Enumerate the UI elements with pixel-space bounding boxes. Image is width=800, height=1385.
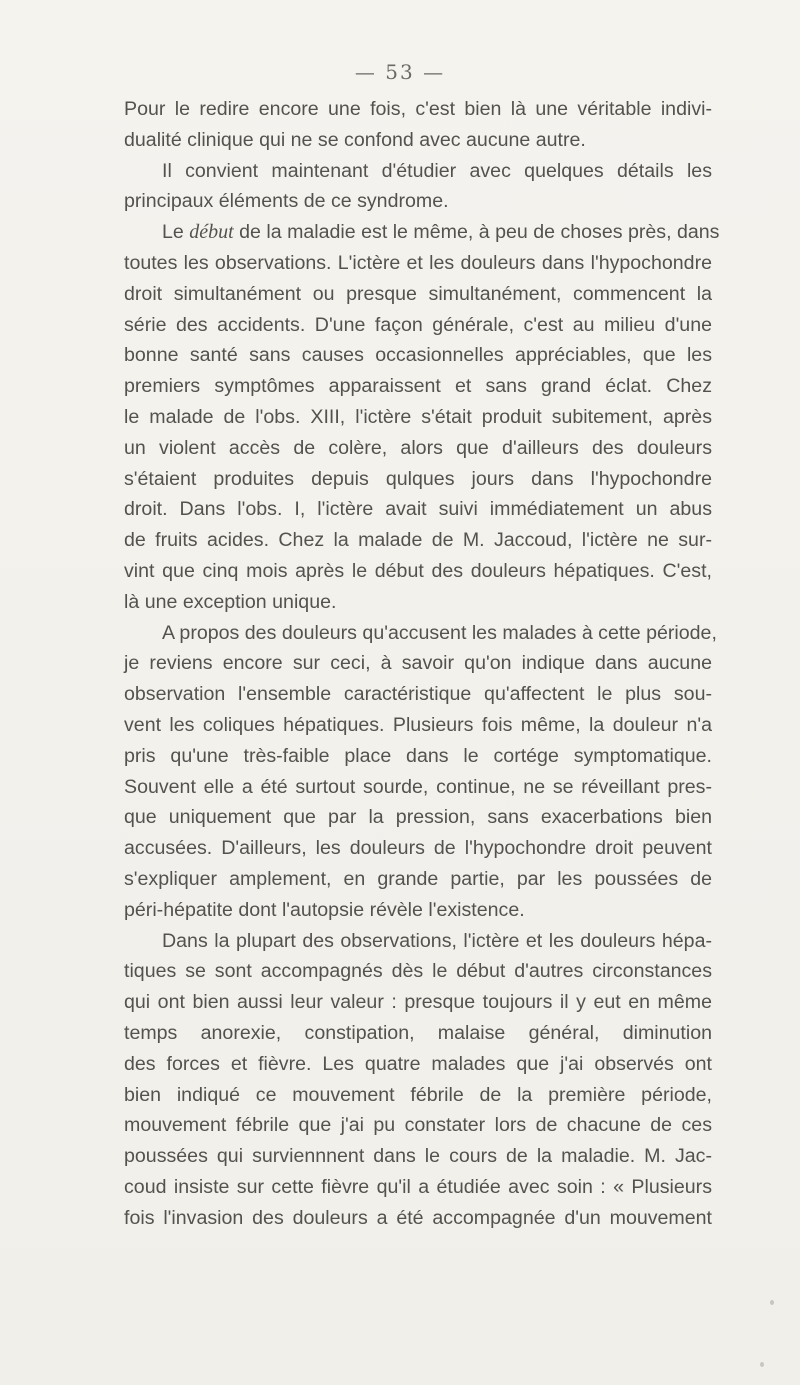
text-line: pris qu'une très-faible place dans le cortége symptomatique.	[124, 744, 712, 767]
page-number: — 53 —	[354, 60, 446, 84]
text-line: Souvent elle a été surtout sourde, continue, ne se réveillant pres-	[124, 775, 712, 798]
paper-speck	[760, 1362, 764, 1367]
text-line: Il convient maintenant d'étudier avec quelques détails les	[162, 159, 712, 182]
text-line: premiers symptômes apparaissent et sans grand éclat. Chez	[124, 375, 712, 398]
text-line: bien indiqué ce mouvement fébrile de la première période,	[124, 1083, 712, 1106]
emphasis-word: début	[189, 221, 234, 244]
text-line: Pour le redire encore une fois, c'est bien là une véritable indivi-	[124, 98, 712, 120]
text-line: A propos des douleurs qu'accusent les malades à cette période,	[162, 621, 717, 644]
text-line: mouvement fébrile que j'ai pu constater lors de chacune de ces	[124, 1114, 712, 1137]
text-line: un violent accès de colère, alors que d'ailleurs des douleurs	[124, 436, 712, 459]
text-line: toutes les observations. L'ictère et les douleurs dans l'hypochondre	[124, 251, 712, 274]
text-line: là une exception unique.	[124, 590, 337, 613]
text-line: dualité clinique qui ne se confond avec aucune autre.	[124, 128, 586, 151]
text-line: vint que cinq mois après le début des douleurs hépatiques. C'est,	[124, 559, 712, 582]
text-line: je reviens encore sur ceci, à savoir qu'on indique dans aucune	[124, 652, 712, 675]
paper-speck	[770, 1300, 774, 1305]
text-line: s'étaient produites depuis qulques jours dans l'hypochondre	[124, 467, 712, 490]
text-line: coud insiste sur cette fièvre qu'il a étudiée avec soin : « Plusieurs	[124, 1175, 712, 1198]
text-line: série des accidents. D'une façon générale, c'est au milieu d'une	[124, 313, 712, 336]
text-segment: de la maladie est le même, à peu de choses près, dans	[233, 221, 720, 244]
text-line	[124, 217, 720, 248]
text-line: vent les coliques hépatiques. Plusieurs fois même, la douleur n'a	[124, 713, 712, 736]
text-line: le malade de l'obs. XIII, l'ictère s'était produit subitement, après	[124, 405, 712, 428]
text-line: péri-hépatite dont l'autopsie révèle l'existence.	[124, 898, 525, 921]
text-line: des forces et fièvre. Les quatre malades que j'ai observés ont	[124, 1052, 712, 1075]
text-line: droit simultanément ou presque simultanément, commencent la	[124, 282, 712, 305]
text-segment: Le	[162, 221, 190, 244]
text-line: s'expliquer amplement, en grande partie, par les poussées de	[124, 867, 712, 890]
text-line: observation l'ensemble caractéristique qu'affectent le plus sou-	[124, 683, 712, 706]
text-line: bonne santé sans causes occasionnelles appréciables, que les	[124, 344, 712, 367]
text-line: temps anorexie, constipation, malaise général, diminution	[124, 1021, 712, 1044]
text-line: qui ont bien aussi leur valeur : presque toujours il y eut en même	[124, 991, 712, 1014]
text-line: accusées. D'ailleurs, les douleurs de l'hypochondre droit peuvent	[124, 837, 712, 860]
text-line: fois l'invasion des douleurs a été accompagnée d'un mouvement	[124, 1206, 712, 1229]
text-line: droit. Dans l'obs. I, l'ictère avait suivi immédiatement un abus	[124, 498, 712, 521]
text-line: poussées qui surviennnent dans le cours de la maladie. M. Jac-	[124, 1145, 712, 1168]
text-line: Dans la plupart des observations, l'ictère et les douleurs hépa-	[162, 929, 712, 952]
body-text	[124, 94, 720, 1233]
text-line: tiques se sont accompagnés dès le début d'autres circonstances	[124, 960, 712, 983]
text-line: de fruits acides. Chez la malade de M. Jaccoud, l'ictère ne sur-	[124, 529, 712, 552]
text-line: principaux éléments de ce syndrome.	[124, 190, 449, 213]
text-line: que uniquement que par la pression, sans exacerbations bien	[124, 806, 712, 829]
